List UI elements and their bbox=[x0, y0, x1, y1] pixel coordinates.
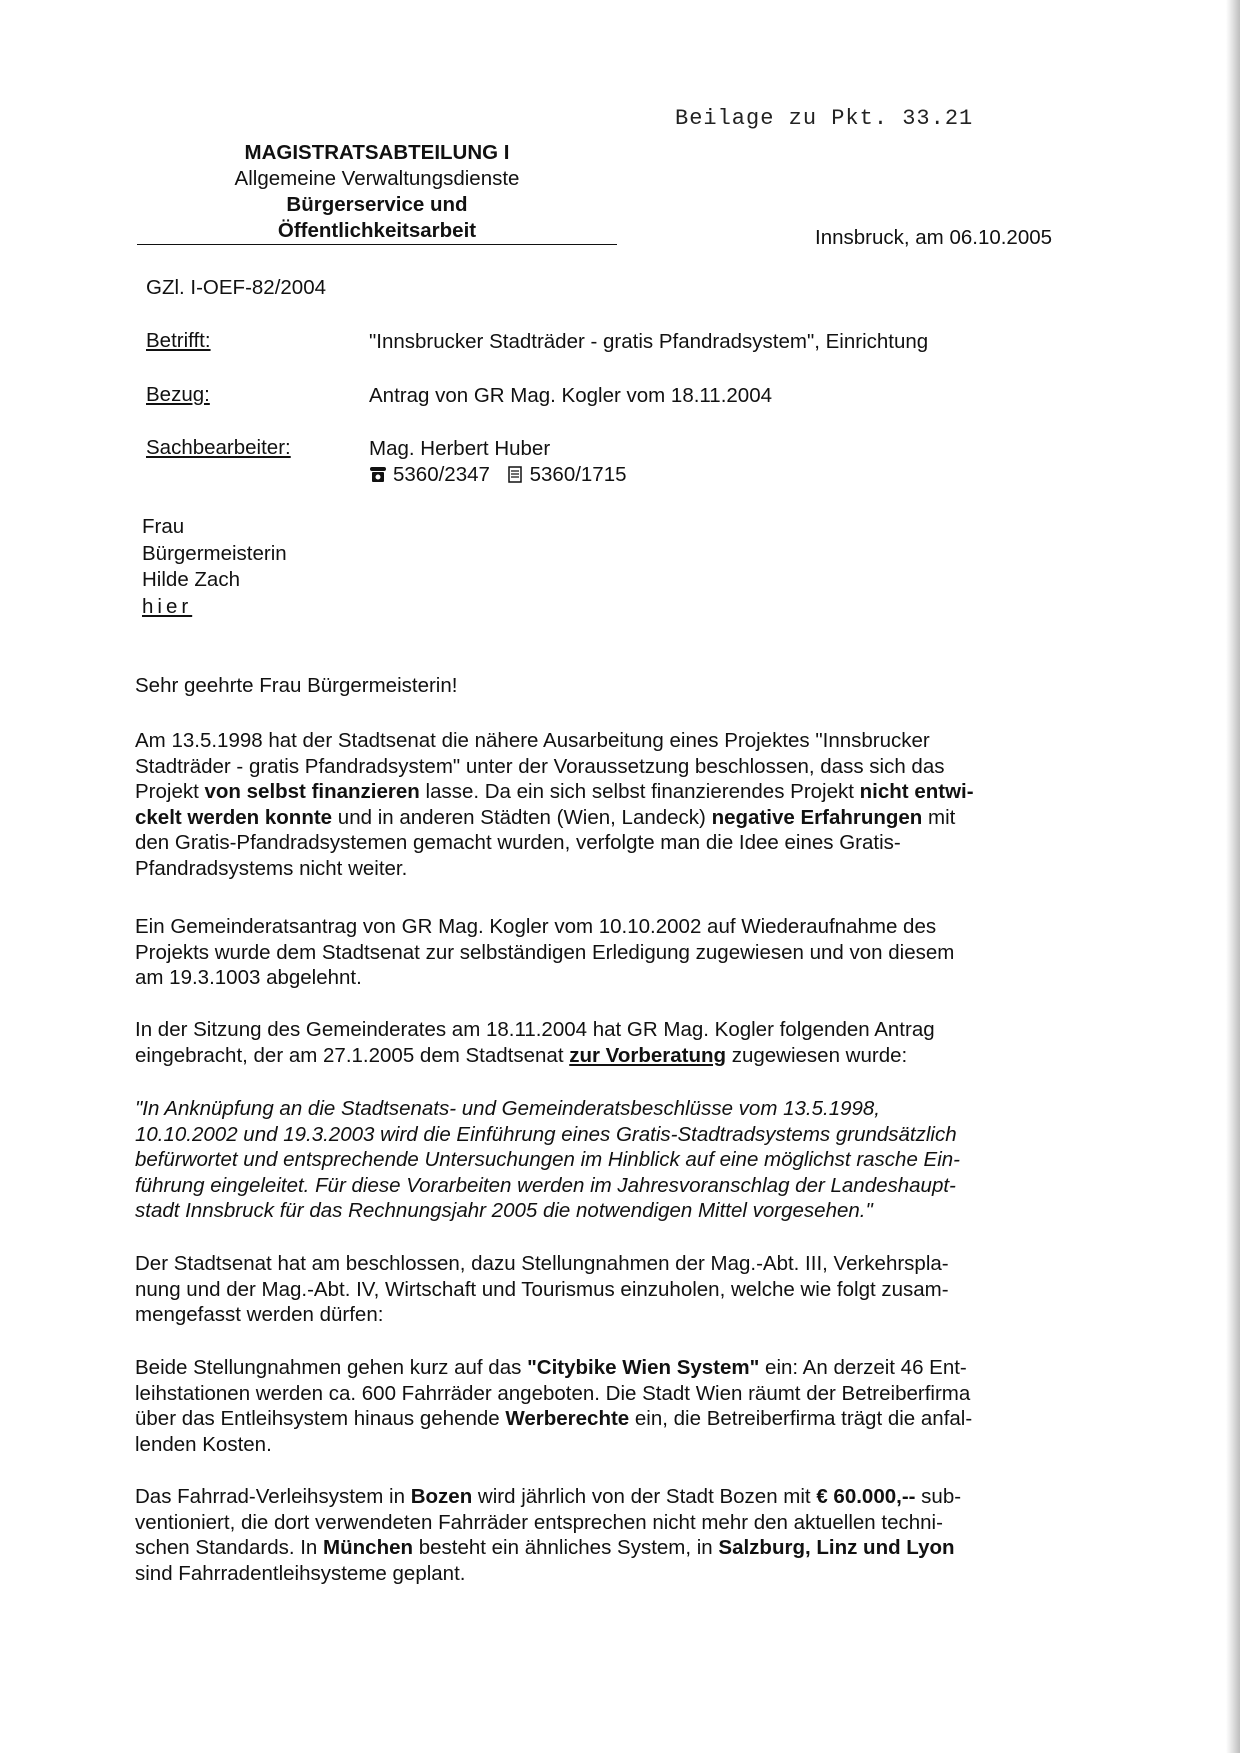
department-title: MAGISTRATSABTEILUNG I bbox=[244, 141, 510, 164]
recipient-address bbox=[142, 514, 287, 620]
salutation: Sehr geehrte Frau Bürgermeisterin! bbox=[135, 674, 458, 697]
attachment-note: Beilage zu Pkt. 33.21 bbox=[675, 106, 974, 131]
paragraph-1: Am 13.5.1998 hat der Stadtsenat die nähere Ausarbeitung eines Projektes "Innsbrucker Stadträder - gratis Pfandradsystem" unter der Voraussetzung beschlossen, dass sich das Projekt von selbst finanzieren lasse. Da ein sich selbst finanzierendes Projekt nicht entwi- ckelt werden konnte und in anderen Städten (Wien, Landeck) negative Erfahrungen mit den Gratis-Pfandradsystemen gemacht wurden, verfolgte man die Idee eines Gratis- Pfandradsystems nicht weiter. bbox=[135, 729, 974, 880]
reference-value: Antrag von GR Mag. Kogler vom 18.11.2004 bbox=[369, 384, 773, 407]
clerk-block bbox=[369, 436, 627, 488]
motion-quote: "In Anknüpfung an die Stadtsenats- und Gemeinderatsbeschlüsse vom 13.5.1998, 10.10.2002 und 19.3.2003 wird die Einführung eines Gratis-Stadtradsystems grundsätzlich befürwortet und entsprechende Untersuchungen im Hinblick auf eine möglichst rasche Ein- führung eingeleitet. Für diese Vorarbeiten werden im Jahresvoranschlag der Landeshaupt- stadt Innsbruck für das Rechnungsjahr 2005 die notwendigen Mittel vorgesehen." bbox=[135, 1097, 961, 1222]
department-rule bbox=[137, 244, 617, 245]
paragraph-4: Der Stadtsenat hat am beschlossen, dazu Stellungnahmen der Mag.-Abt. III, Verkehrspla- nung und der Mag.-Abt. IV, Wirtschaft und Tourismus einzuholen, welche wie folgt zusam- mengefasst werden dürfen: bbox=[135, 1252, 949, 1326]
paragraph-3: In der Sitzung des Gemeinderates am 18.11.2004 hat GR Mag. Kogler folgenden Antrag eingebracht, der am 27.1.2005 dem Stadtsenat zur Vorberatung zugewiesen wurde: bbox=[135, 1018, 935, 1067]
telephone-icon bbox=[369, 466, 387, 483]
department-subtitle: Allgemeine Verwaltungsdienste bbox=[234, 167, 520, 190]
clerk-label: Sachbearbeiter: bbox=[146, 436, 291, 459]
subject-label: Betrifft: bbox=[146, 329, 211, 352]
clerk-contact bbox=[369, 462, 627, 488]
department-block bbox=[137, 140, 617, 244]
clerk-name: Mag. Herbert Huber bbox=[369, 437, 551, 460]
place-date: Innsbruck, am 06.10.2005 bbox=[815, 226, 1053, 249]
address-line: hier bbox=[142, 594, 193, 618]
paragraph-5: Beide Stellungnahmen gehen kurz auf das "Citybike Wien System" ein: An derzeit 46 Ent- leihstationen werden ca. 600 Fahrräder angeboten. Die Stadt Wien räumt der Betreiberfirma über das Entleihsystem hinaus gehende Werberechte ein, die Betreiberfirma trägt die anfal- lenden Kosten. bbox=[135, 1356, 973, 1456]
fax-number: 5360/1715 bbox=[529, 463, 627, 486]
paragraph-6: Das Fahrrad-Verleihsystem in Bozen wird jährlich von der Stadt Bozen mit € 60.000,-- sub- ventioniert, die dort verwendeten Fahrräder entsprechen nicht mehr den aktuellen techni- schen Standards. In München besteht ein ähnliches System, in Salzburg, Linz und Lyon sind Fahrradentleihsysteme geplant. bbox=[135, 1485, 962, 1585]
phone-number: 5360/2347 bbox=[393, 463, 490, 486]
address-line: Bürgermeisterin bbox=[142, 541, 287, 565]
address-line: Frau bbox=[142, 515, 185, 538]
department-unit-line2: Öffentlichkeitsarbeit bbox=[277, 219, 477, 242]
address-line: Hilde Zach bbox=[142, 568, 240, 591]
scan-edge bbox=[1226, 0, 1240, 1753]
fax-icon bbox=[506, 466, 524, 483]
subject-value: "Innsbrucker Stadträder - gratis Pfandradsystem", Einrichtung bbox=[369, 330, 929, 353]
paragraph-2: Ein Gemeinderatsantrag von GR Mag. Kogler vom 10.10.2002 auf Wiederaufnahme des Projekts wurde dem Stadtsenat zur selbständigen Erledigung zugewiesen und von diesem am 19.3.1003 abgelehnt. bbox=[135, 915, 955, 989]
reference-label: Bezug: bbox=[146, 383, 210, 406]
reference-number: GZl. I-OEF-82/2004 bbox=[146, 276, 327, 299]
department-unit-line1: Bürgerservice und bbox=[286, 193, 468, 216]
